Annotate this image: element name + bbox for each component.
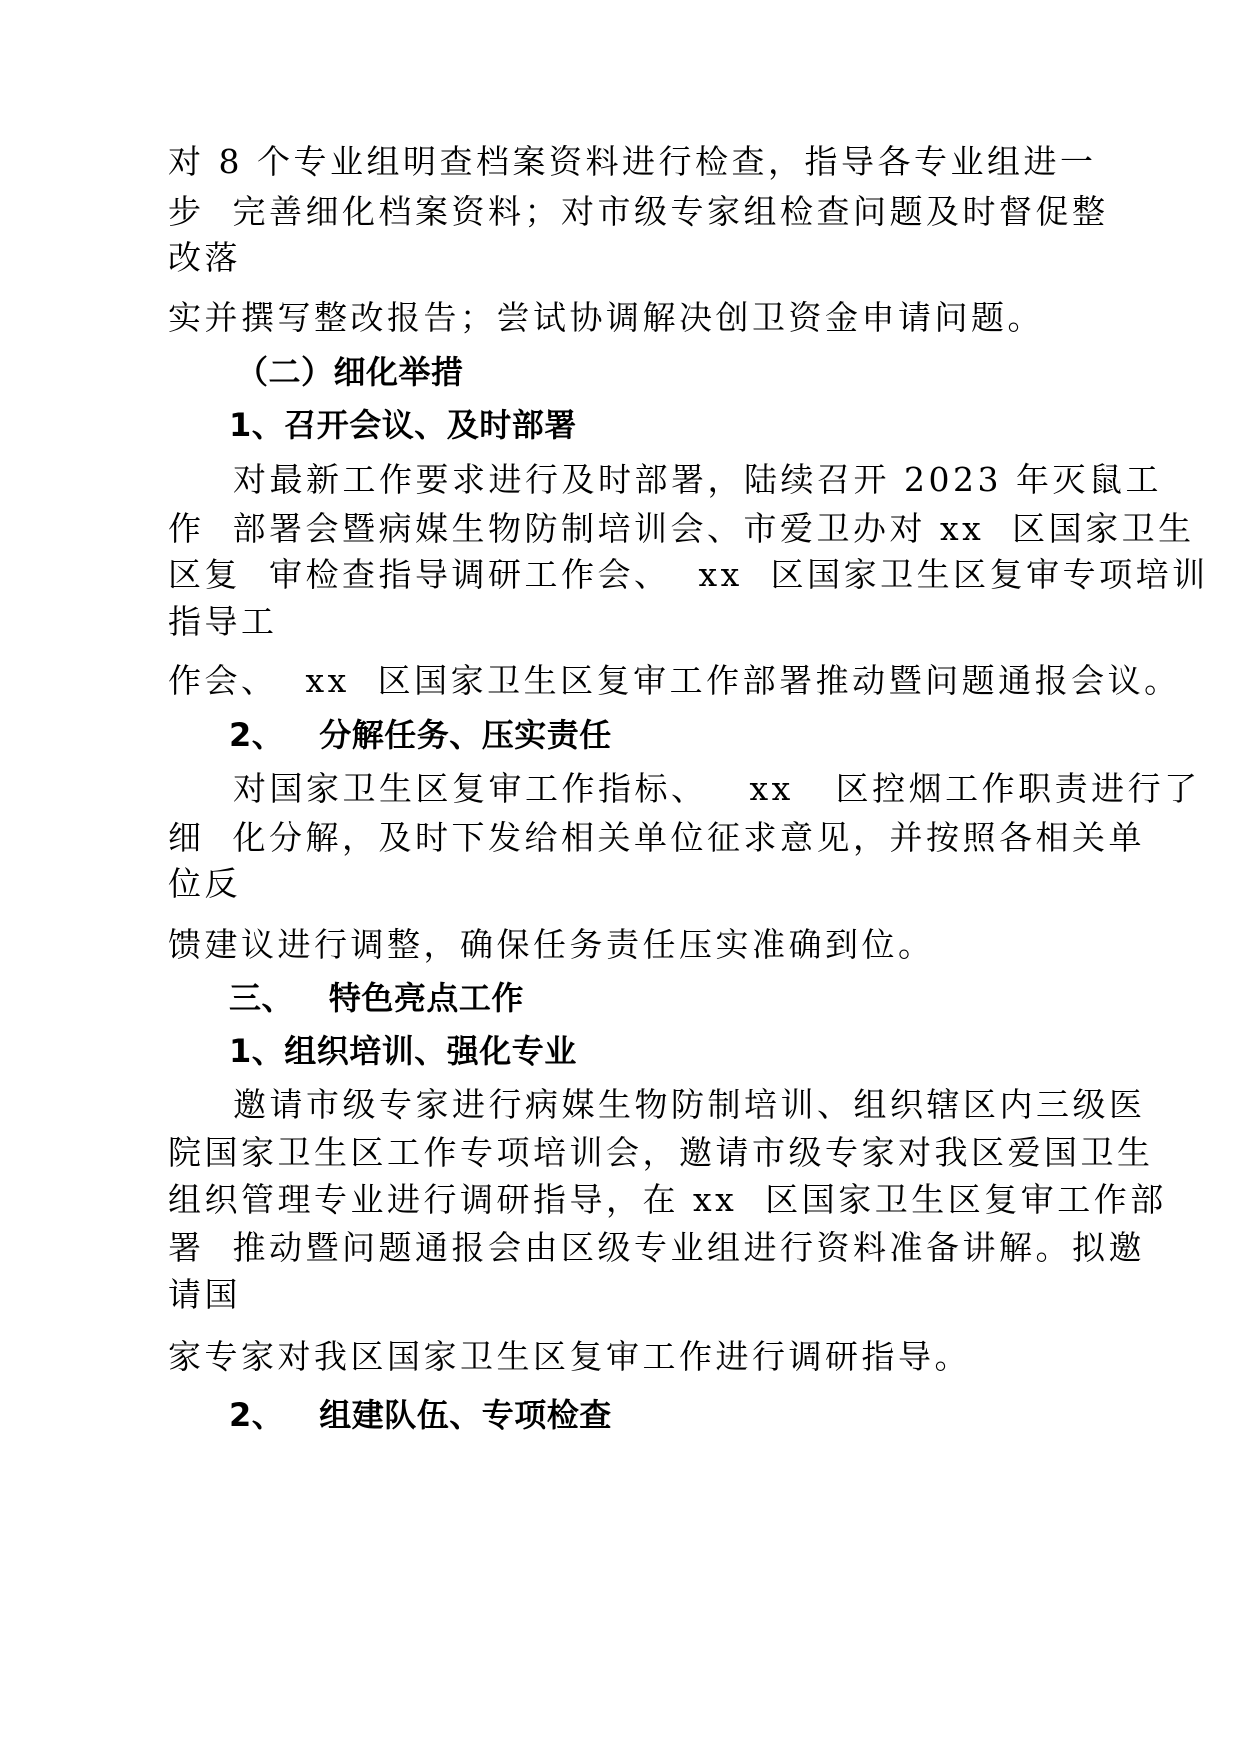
paragraph-line: 组织管理专业进行调研指导，在 xx 区国家卫生区复审工作部 [168, 1180, 1167, 1219]
paragraph-line: 馈建议进行调整，确保任务责任压实准确到位。 [168, 925, 935, 964]
paragraph-line: 对最新工作要求进行及时部署，陆续召开 2023 年灭鼠工 [233, 460, 1162, 499]
paragraph-line: 对 8 个专业组明查档案资料进行检查，指导各专业组进一 [168, 142, 1097, 181]
paragraph-line: 作 部署会暨病媒生物防制培训会、市爱卫办对 xx 区国家卫生 [168, 509, 1195, 548]
paragraph-line: 署 推动暨问题通报会由区级专业组进行资料准备讲解。拟邀 [168, 1228, 1145, 1267]
paragraph-line: 区复 审检查指导调研工作会、 xx 区国家卫生区复审专项培训 [168, 555, 1209, 594]
section-heading: 三、 特色亮点工作 [229, 979, 524, 1017]
paragraph-line: 对国家卫生区复审工作指标、 xx 区控烟工作职责进行了 [233, 769, 1201, 808]
paragraph-line: 改落 [168, 238, 241, 277]
paragraph-line: 院国家卫生区工作专项培训会，邀请市级专家对我区爱国卫生 [168, 1133, 1154, 1172]
paragraph-line: 作会、 xx 区国家卫生区复审工作部署推动暨问题通报会议。 [168, 661, 1181, 700]
subsection-heading: 1、召开会议、及时部署 [229, 406, 577, 444]
paragraph-line: 位反 [168, 864, 241, 903]
paragraph-line: 步 完善细化档案资料；对市级专家组检查问题及时督促整 [168, 192, 1109, 231]
paragraph-line: 实并撰写整改报告；尝试协调解决创卫资金申请问题。 [168, 298, 1044, 337]
paragraph-line: 指导工 [168, 602, 278, 641]
subsection-heading: 1、组织培训、强化专业 [229, 1032, 577, 1070]
subsection-heading: 2、 组建队伍、专项检查 [229, 1396, 612, 1434]
subsection-heading: 2、 分解任务、压实责任 [229, 716, 612, 754]
paragraph-line: 请国 [168, 1275, 241, 1314]
paragraph-line: 家专家对我区国家卫生区复审工作进行调研指导。 [168, 1337, 971, 1376]
section-heading: （二）细化举措 [236, 353, 464, 391]
paragraph-line: 邀请市级专家进行病媒生物防制培训、组织辖区内三级医 [233, 1085, 1146, 1124]
paragraph-line: 细 化分解，及时下发给相关单位征求意见，并按照各相关单 [168, 818, 1145, 857]
